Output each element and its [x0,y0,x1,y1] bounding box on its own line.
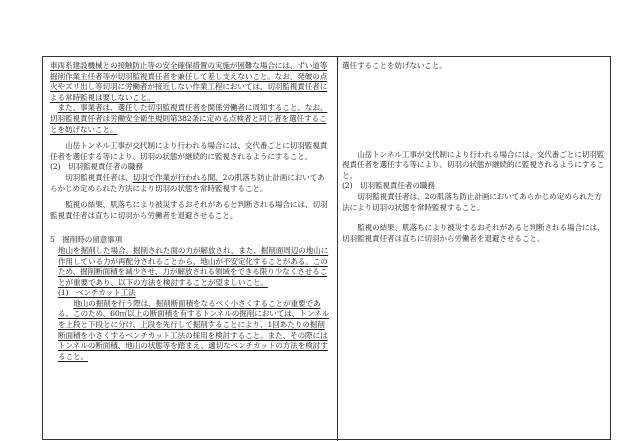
left-paragraph-5: 監視の結果、肌落ちにより被災するおそれがあると判断される場合には、切羽監視責任者は直ちに切羽から労働者を退避させること。 [50,200,328,220]
original-column [342,61,606,244]
left-paragraph-2 [50,103,332,135]
right-paragraph-5: 監視の結果、肌落ちにより被災するおそれがあると判断される場合には、切羽監視責任者は直ちに切羽から労働者を退避させること。 [342,223,605,243]
left-paragraph-4 [50,173,332,194]
right-paragraph-0: 選任することを妨げないこと。 [342,61,447,70]
left-heading-duties: (2) 切羽監視責任者の職務 [50,162,143,172]
right-paragraph-4: 切羽監視責任者は、2の肌落ち防止計画においてあらかじめ定められた方法により切羽の状態を常時監視すること。 [342,191,602,212]
left-paragraph-4a: 切羽監視責任者は、 [65,172,133,182]
revised-column [50,61,332,362]
left-paragraph-4-underlined: 切羽で作業が行われる間、 [132,172,223,182]
left-paragraph-4b: 2の肌落ち防止計画においてあらかじめ定められた方法により切羽の状態を常時監視すること。 [50,172,325,193]
right-heading-duties: (2) 切羽監視責任者の職務 [342,181,435,191]
left-paragraph-6: 地山を掘削した場合、掘削された面の力が解放され、また、掘削面周辺の地山に作用している力が再配分されることから、地山が不安定化することがある。このため、掘削断面積を減少させ、力が解放される領域をできる限り少なくさせることが重要であり、以下の方法を検討することが望ましいこと。 [58,245,329,287]
left-paragraph-2-text: また、事業者は、選任した切羽監視責任者を関係労働者に周知すること。なお、切羽監視責任者は労働安全衛生規則第382条に定める点検者と同じ者を選任することを妨げないこと。 [50,103,328,134]
left-paragraph-1: 車両系建設機械との接触防止等の安全確保措置の実施が困難な場合には、ずい道等掘削作業主任者等が切羽監視責任者を兼任して差し支えないこと。なお、発破の点火やズリ出し等切羽に労働者が接近しない作業工程においては、切羽監視責任者による常時監視は要しないこと。 [50,61,328,102]
left-heading-bench-cut: (1) ベンチカット工法 [58,288,136,298]
right-paragraph-3: 山岳トンネル工事が交代制により行われる場合には、交代番ごとに切羽監視責任者を選任する等により、切羽の状態が継続的に監視されるようにすること。 [342,149,605,180]
left-paragraph-3: 山岳トンネル工事が交代制により行われる場合には、交代番ごとに切羽監視責任者を選任する等により、切羽の状態が継続的に監視されるようにすること。 [50,141,328,161]
left-paragraph-7: 地山の掘削を行う際は、掘削断面積をなるべく小さくすることが重要である。このため、60㎡以上の断面積を有するトンネルの掘削においては、トンネルを上段と下段とに分け、上段を先行して掘削することにより、1回あたりの掘削断面積を小さくするベンチカット工法の採用を検討すること。また、その際にはトンネルの断面積、地山の状態等を踏まえ、適切なベンチカットの方法を検討すること。 [58,298,329,361]
left-heading-excavation: 5 掘削時の留意事項 [50,235,123,245]
